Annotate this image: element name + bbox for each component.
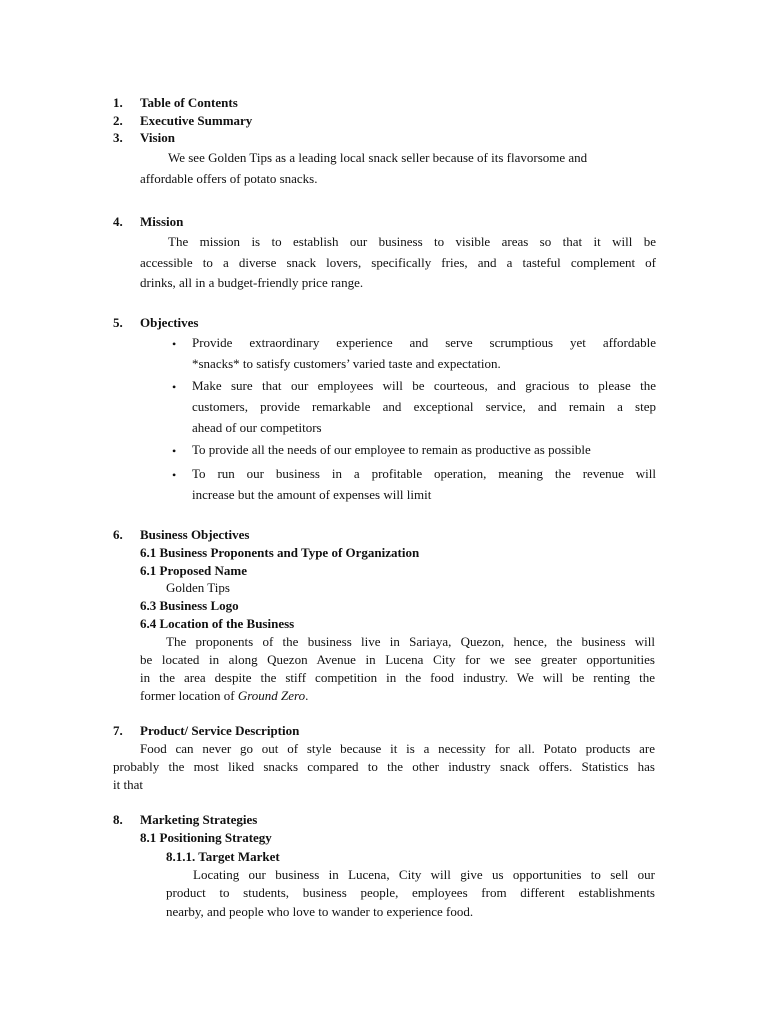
- toc-number-3: 3.: [113, 130, 123, 145]
- subheading-proposed-name: 6.1 Proposed Name: [140, 563, 248, 578]
- objective-1-line-2: *snacks* to satisfy customers’ varied taste and expectation.: [192, 356, 501, 371]
- heading-vision: Vision: [140, 130, 175, 145]
- vision-line-2: affordable offers of potato snacks.: [140, 171, 318, 186]
- marketing-line-2: product to students, business people, employees from different establishments: [166, 885, 655, 900]
- objective-2-line-2: customers, provide remarkable and exceptional service, and remain a step: [192, 399, 656, 414]
- location-line-4-suffix: .: [305, 688, 309, 703]
- vision-line-1: We see Golden Tips as a leading local snack seller because of its flavorsome and: [168, 150, 588, 165]
- bullet-1: •: [172, 337, 177, 351]
- product-line-3: it that: [113, 777, 143, 792]
- location-line-1: The proponents of the business live in Sariaya, Quezon, hence, the business will: [166, 634, 655, 649]
- heading-objectives: Objectives: [140, 315, 199, 330]
- bullet-3: •: [172, 444, 177, 458]
- bullet-2: •: [172, 380, 177, 394]
- subheading-business-proponents: 6.1 Business Proponents and Type of Organization: [140, 545, 420, 560]
- product-line-1: Food can never go out of style because it is a necessity for all. Potato products are: [140, 741, 655, 756]
- location-line-3: in the area despite the stiff competition in the food industry. We will be renting the: [140, 670, 655, 685]
- ground-zero-text: Ground Zero: [237, 688, 306, 703]
- product-number: 7.: [113, 723, 123, 738]
- heading-product-service: Product/ Service Description: [140, 723, 300, 738]
- objective-2-line-3: ahead of our competitors: [192, 420, 322, 435]
- mission-line-1: The mission is to establish our business to visible areas so that it will be: [168, 234, 656, 249]
- subheading-location: 6.4 Location of the Business: [140, 616, 295, 631]
- business-number: 6.: [113, 527, 123, 542]
- subheading-positioning-strategy: 8.1 Positioning Strategy: [140, 830, 272, 845]
- heading-business-objectives: Business Objectives: [140, 527, 250, 542]
- heading-executive-summary: Executive Summary: [140, 113, 253, 128]
- toc-number-1: 1.: [113, 95, 123, 110]
- subheading-target-market: 8.1.1. Target Market: [166, 849, 280, 864]
- objective-4-line-2: increase but the amount of expenses will limit: [192, 487, 432, 502]
- mission-line-3: drinks, all in a budget-friendly price range.: [140, 275, 364, 290]
- toc-number-2: 2.: [113, 113, 123, 128]
- marketing-number: 8.: [113, 812, 123, 827]
- marketing-line-1: Locating our business in Lucena, City will give us opportunities to sell our: [193, 867, 655, 882]
- heading-mission: Mission: [140, 214, 184, 229]
- heading-marketing-strategies: Marketing Strategies: [140, 812, 258, 827]
- mission-number: 4.: [113, 214, 123, 229]
- subheading-business-logo: 6.3 Business Logo: [140, 598, 239, 613]
- objectives-number: 5.: [113, 315, 123, 330]
- marketing-line-3: nearby, and people who love to wander to experience food.: [166, 904, 474, 919]
- mission-line-2: accessible to a diverse snack lovers, specifically fries, and a tasteful complement of: [140, 255, 656, 270]
- proposed-name-value: Golden Tips: [166, 580, 230, 595]
- product-line-2: probably the most liked snacks compared to the other industry snack offers. Statistics has: [113, 759, 655, 774]
- objective-3-line-1: To provide all the needs of our employee to remain as productive as possible: [192, 442, 591, 457]
- location-line-4: [140, 687, 308, 705]
- objective-1-line-1: Provide extraordinary experience and serve scrumptious yet affordable: [192, 335, 656, 350]
- objective-2-line-1: Make sure that our employees will be courteous, and gracious to please the: [192, 378, 656, 393]
- objective-4-line-1: To run our business in a profitable operation, meaning the revenue will: [192, 466, 656, 481]
- heading-table-of-contents: Table of Contents: [140, 95, 238, 110]
- location-line-2: be located in along Quezon Avenue in Lucena City for we see greater opportunities: [140, 652, 655, 667]
- bullet-4: •: [172, 468, 177, 482]
- location-line-4-prefix: former location of: [140, 688, 238, 703]
